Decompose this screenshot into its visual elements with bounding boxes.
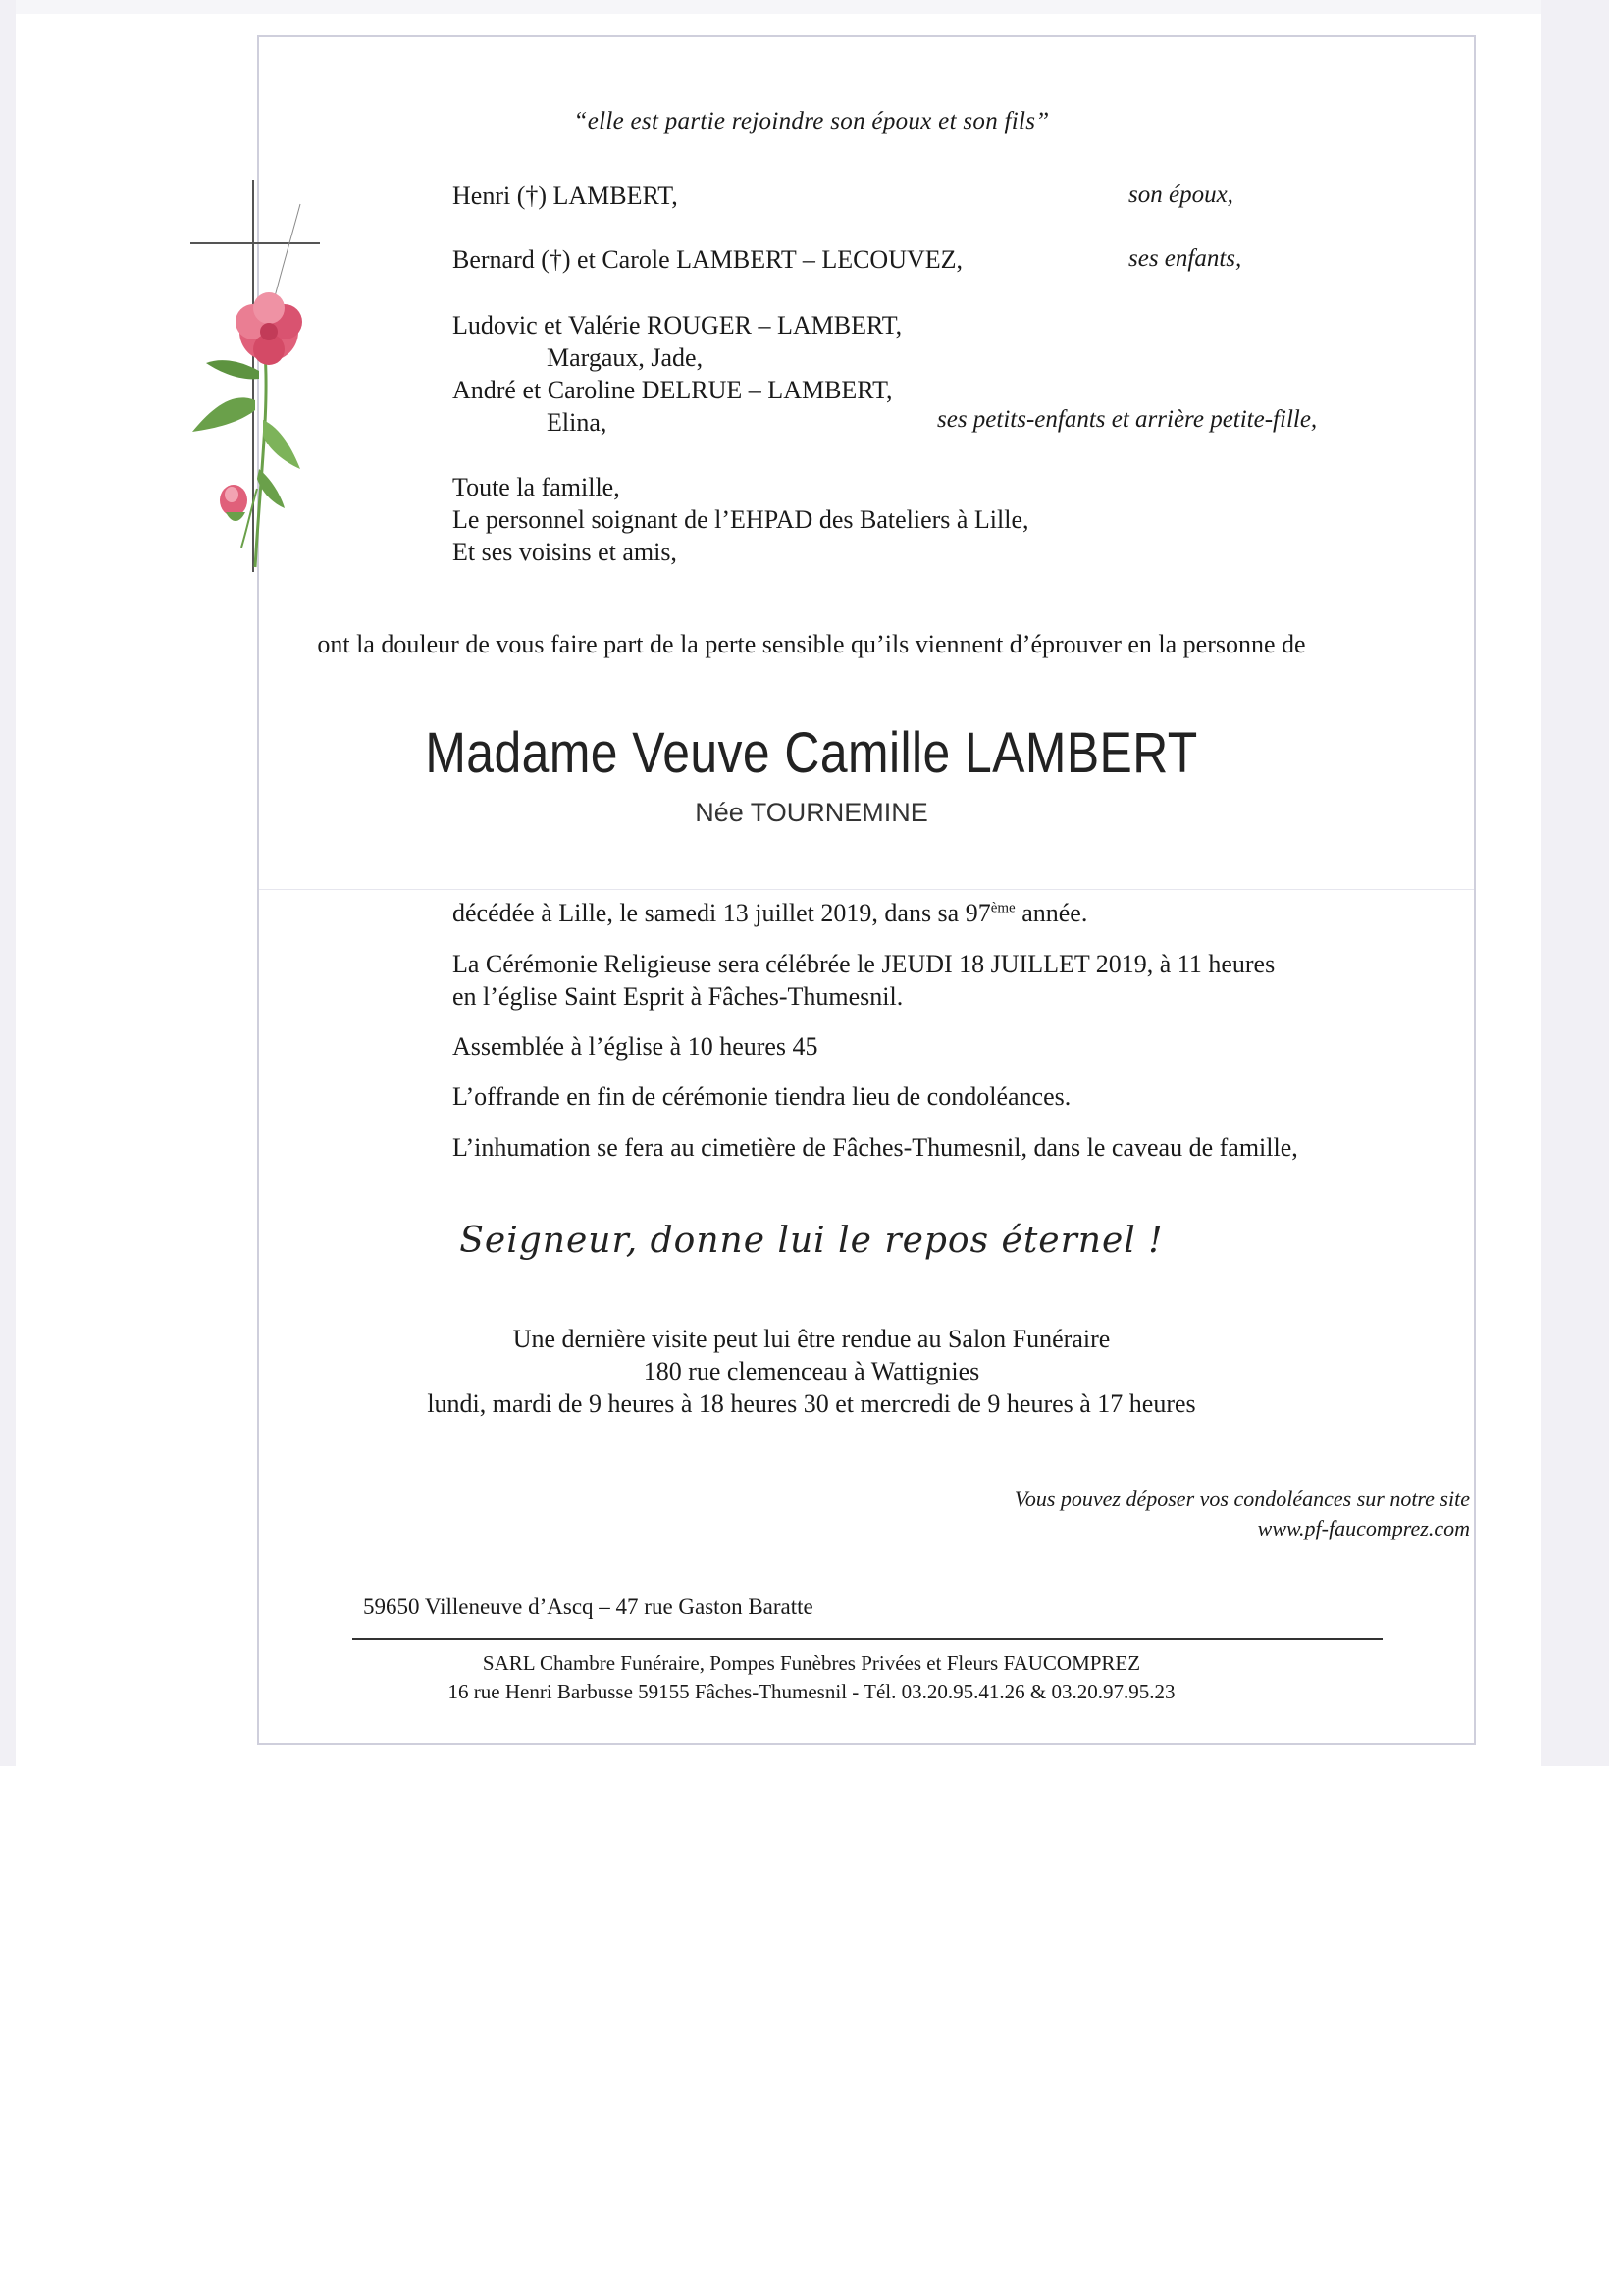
visit-line-1: Une dernière visite peut lui être rendue au Salon Funéraire — [512, 1325, 1111, 1353]
family-role-1: son époux, — [1128, 182, 1233, 208]
visit-line-3: lundi, mardi de 9 heures à 18 heures 30 et mercredi de 9 heures à 17 heures — [427, 1389, 1196, 1418]
family-role-6: ses petits-enfants et arrière petite-fille, — [937, 406, 1318, 433]
condolences-line: Vous pouvez déposer vos condoléances sur notre site — [1014, 1487, 1470, 1511]
others-line-2: Le personnel soignant de l’EHPAD des Bateliers à Lille, — [452, 505, 1029, 534]
family-name-5: André et Caroline DELRUE – LAMBERT, — [452, 376, 893, 404]
family-name-6: Elina, — [547, 408, 607, 437]
footer-rule — [352, 1638, 1383, 1640]
office-address: 59650 Villeneuve d’Ascq – 47 rue Gaston Baratte — [363, 1594, 813, 1619]
cross-flower-illustration — [183, 175, 359, 587]
death-after: année. — [1015, 899, 1088, 927]
ceremony-line-1: La Cérémonie Religieuse sera célébrée le JEUDI 18 JUILLET 2019, à 11 heures — [452, 950, 1276, 978]
visit-line-2: 180 rue clemenceau à Wattignies — [643, 1357, 980, 1385]
epigraph-quote: “elle est partie rejoindre son époux et son fils” — [573, 108, 1050, 134]
assembly-line: Assemblée à l’église à 10 heures 45 — [452, 1032, 818, 1061]
others-line-3: Et ses voisins et amis, — [452, 538, 677, 566]
scan-edge-right — [1541, 0, 1609, 1766]
death-sup: ème — [990, 900, 1016, 916]
fold-line — [259, 889, 1474, 890]
offering-line: L’offrande en fin de cérémonie tiendra lieu de condoléances. — [452, 1082, 1072, 1111]
death-text: décédée à Lille, le samedi 13 juillet 2019, dans sa 97 — [452, 899, 991, 927]
family-name-3: Ludovic et Valérie ROUGER – LAMBERT, — [452, 311, 903, 339]
footer-company: SARL Chambre Funéraire, Pompes Funèbres Privées et Fleurs FAUCOMPREZ — [482, 1651, 1141, 1675]
death-line — [452, 899, 1087, 928]
family-name-2: Bernard (†) et Carole LAMBERT – LECOUVEZ, — [452, 245, 964, 274]
prayer-text: Seigneur, donne lui le repos éternel ! — [459, 1221, 1164, 1261]
footer-contact: 16 rue Henri Barbusse 59155 Fâches-Thumesnil - Tél. 03.20.95.41.26 & 03.20.97.95.23 — [447, 1680, 1176, 1703]
deceased-name: Madame Veuve Camille LAMBERT — [425, 721, 1198, 785]
others-line-1: Toute la famille, — [452, 473, 620, 501]
family-role-2: ses enfants, — [1128, 245, 1242, 272]
ceremony-line-2: en l’église Saint Esprit à Fâches-Thumesnil. — [452, 982, 904, 1011]
burial-line: L’inhumation se fera au cimetière de Fâches-Thumesnil, dans le caveau de famille, — [452, 1133, 1298, 1162]
family-name-4: Margaux, Jade, — [547, 343, 704, 372]
announcement-text: ont la douleur de vous faire part de la perte sensible qu’ils viennent d’éprouver en la personne de — [317, 630, 1306, 658]
scan-edge-left — [0, 0, 16, 1766]
family-name-1: Henri (†) LAMBERT, — [452, 182, 678, 210]
scan-edge-top — [16, 0, 1541, 14]
maiden-name: Née TOURNEMINE — [695, 798, 928, 827]
condolences-site[interactable]: www.pf-faucomprez.com — [1257, 1516, 1470, 1540]
